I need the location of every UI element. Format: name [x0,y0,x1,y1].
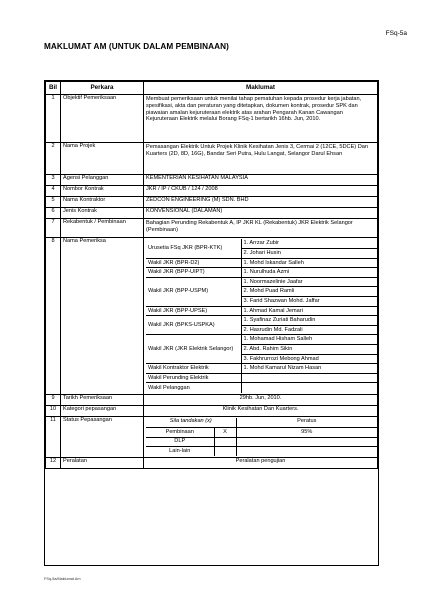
inspector-name [241,383,377,393]
inspector-name: 2. Abd. Rahim Sikin [241,345,377,355]
info-table-frame [44,80,379,566]
table-row [46,219,378,238]
header-bil: Bil [46,82,61,95]
row-perkara: Nombor Kontrak [61,186,144,197]
row-bil: 12 [46,458,61,469]
header-perkara: Perkara [61,82,144,95]
row-maklumat: ZEDCON ENGINEERING (M) SDN. BHD [144,197,378,208]
inspector-name: 2. Johari Husin [241,249,377,259]
table-row [46,394,378,405]
header-maklumat: Maklumat [144,82,378,95]
inspector-name: 3. Fakhrurrozi Mebong Ahmad [241,354,377,364]
inspector-row [146,258,377,268]
table-row-status [46,416,378,458]
document-code: FSq-5a [385,30,407,37]
info-table [45,81,378,469]
inspector-role: Wakil JKR (BPR-D2) [146,258,241,268]
table-row [46,208,378,219]
inspector-name: 1. Mohd Iskandar Salleh [241,258,377,268]
inspector-role: Wakil JKR (BPP-USPM) [146,277,241,306]
table-row [46,175,378,186]
document-title: MAKLUMAT AM (UNTUK DALAM PEMBINAAN) [44,42,229,51]
status-row [146,437,377,447]
status-label: DLP [146,437,214,447]
inspector-role: Urusetia FSq JKR (BPR-KTK) [146,239,241,258]
inspector-row [146,306,377,316]
inspector-role: Wakil JKR (BPP-UPSE) [146,306,241,316]
status-cell [144,416,378,458]
inspector-name: 1. Ahmad Kamal Jemari [241,306,377,316]
row-maklumat: Bahagian Perunding Rekabentuk A, IP JKR KL (Rekabentuk) JKR Elektrik Selangor (Pembinaan) [144,219,378,238]
inspector-name: 3. Farid Shazwan Mohd. Jaffar [241,297,377,307]
inspector-name: 2. Hasrudin Md. Fadzali [241,325,377,335]
row-perkara: Nama Pemeriksa [61,238,144,395]
inspector-row [146,239,377,249]
inspector-row [146,373,377,383]
inspector-row [146,268,377,278]
row-perkara: Objektif Pemeriksaan [61,95,144,143]
row-perkara: Nama Projek [61,143,144,175]
row-maklumat: Peralatan pengujian [144,458,378,469]
inspector-name: 1. Mohamad Hisham Salleh [241,335,377,345]
status-mark [214,437,236,447]
inspector-cell [144,238,378,395]
inspector-row [146,316,377,326]
peratus-col-header: Peratus [236,418,377,428]
status-label: Pembinaan [146,428,214,438]
table-row [46,186,378,197]
table-row [46,143,378,175]
table-header [46,82,378,95]
row-perkara: Agensi Pelanggan [61,175,144,186]
row-maklumat: JKR / IP / CKUB / 124 / 2008 [144,186,378,197]
table-row [46,95,378,143]
inspector-row [146,364,377,374]
status-peratus: 95% [236,428,377,438]
inspector-role: Wakil JKR (BPKS-USPKA) [146,316,241,335]
row-perkara: Peralatan [61,458,144,469]
row-perkara: Status Pepasangan [61,416,144,458]
row-maklumat: 29hb. Jun, 2010. [144,394,378,405]
inspector-name: 1. Syafinaz Zuriati Baharudin [241,316,377,326]
inspector-row [146,277,377,287]
status-label: Lain-lain [146,447,214,457]
row-bil: 6 [46,208,61,219]
row-bil: 4 [46,186,61,197]
row-bil: 5 [46,197,61,208]
status-peratus [236,437,377,447]
status-row [146,428,377,438]
inspector-role: Wakil Perunding Elektrik [146,373,241,383]
row-bil: 11 [46,416,61,458]
row-maklumat: KONVENSIONAL (DALAMAN) [144,208,378,219]
inspector-table [146,239,377,393]
row-bil: 7 [46,219,61,238]
row-maklumat: Klinik Kesihatan Dan Kuarters. [144,405,378,416]
inspector-name: 1. Mohd Kamarul Nizam Hasan [241,364,377,374]
row-bil: 10 [46,405,61,416]
row-perkara: Nama Kontraktor [61,197,144,208]
status-row [146,447,377,457]
row-bil: 8 [46,238,61,395]
row-perkara: Jenis Kontrak [61,208,144,219]
inspector-name: 1. Noormazelinie Jaafar [241,277,377,287]
inspector-name: 1. Arrzar Zubir [241,239,377,249]
row-bil: 1 [46,95,61,143]
inspector-name: 1. Nurulhuda Azmi [241,268,377,278]
inspector-name: 2. Mohd Puad Ramli [241,287,377,297]
inspector-role: Wakil Kontraktor Elektrik [146,364,241,374]
row-perkara: Tarikh Pemeriksaan [61,394,144,405]
inspector-row [146,335,377,345]
inspector-role: Wakil JKR (BPP-UIPT) [146,268,241,278]
table-row [46,405,378,416]
status-col-header: Sila tandakan (x) [146,418,236,428]
row-maklumat: Membuat pemeriksaan untuk menilai tahap pematuhan kepada prosedur kerja jabatan, spesifikasi, akta dan peraturan yang ditetapkan, dokumen kontrak, prosedur SPK dan piawaian amalan kejuruteraan elektrik atas arahan Pengarah Kanan Cawangan Kejuruteraan Elektrik melalui Borang FSq-1 bertarikh 16hb. Jun, 2010. [144,95,378,143]
table-row [46,458,378,469]
status-mark: X [214,428,236,438]
status-table [146,418,377,457]
row-perkara: Rekabentuk / Pembinaan [61,219,144,238]
page-footer: FSq-5a/Maklumat Am [44,577,81,581]
row-maklumat: Pemasangan Elektrik Untuk Projek Klinik Kesihatan Jenis 3, Cermai 2 (12CE, 5DCE) Dan Kuarters (2D, 8D, 16G), Bandar Seri Putra, Hulu Langat, Selangor Darul Ehsan [144,143,378,175]
inspector-row [146,383,377,393]
row-bil: 9 [46,394,61,405]
inspector-role: Wakil Pelanggan [146,383,241,393]
table-row-pemeriksa [46,238,378,395]
table-row [46,197,378,208]
status-peratus [236,447,377,457]
inspector-role: Wakil JKR (JKR Elektrik Selangor) [146,335,241,364]
row-perkara: Kategori pepasangan [61,405,144,416]
row-bil: 3 [46,175,61,186]
row-maklumat: KEMENTERIAN KESIHATAN MALAYSIA [144,175,378,186]
status-mark [214,447,236,457]
inspector-name [241,373,377,383]
row-bil: 2 [46,143,61,175]
